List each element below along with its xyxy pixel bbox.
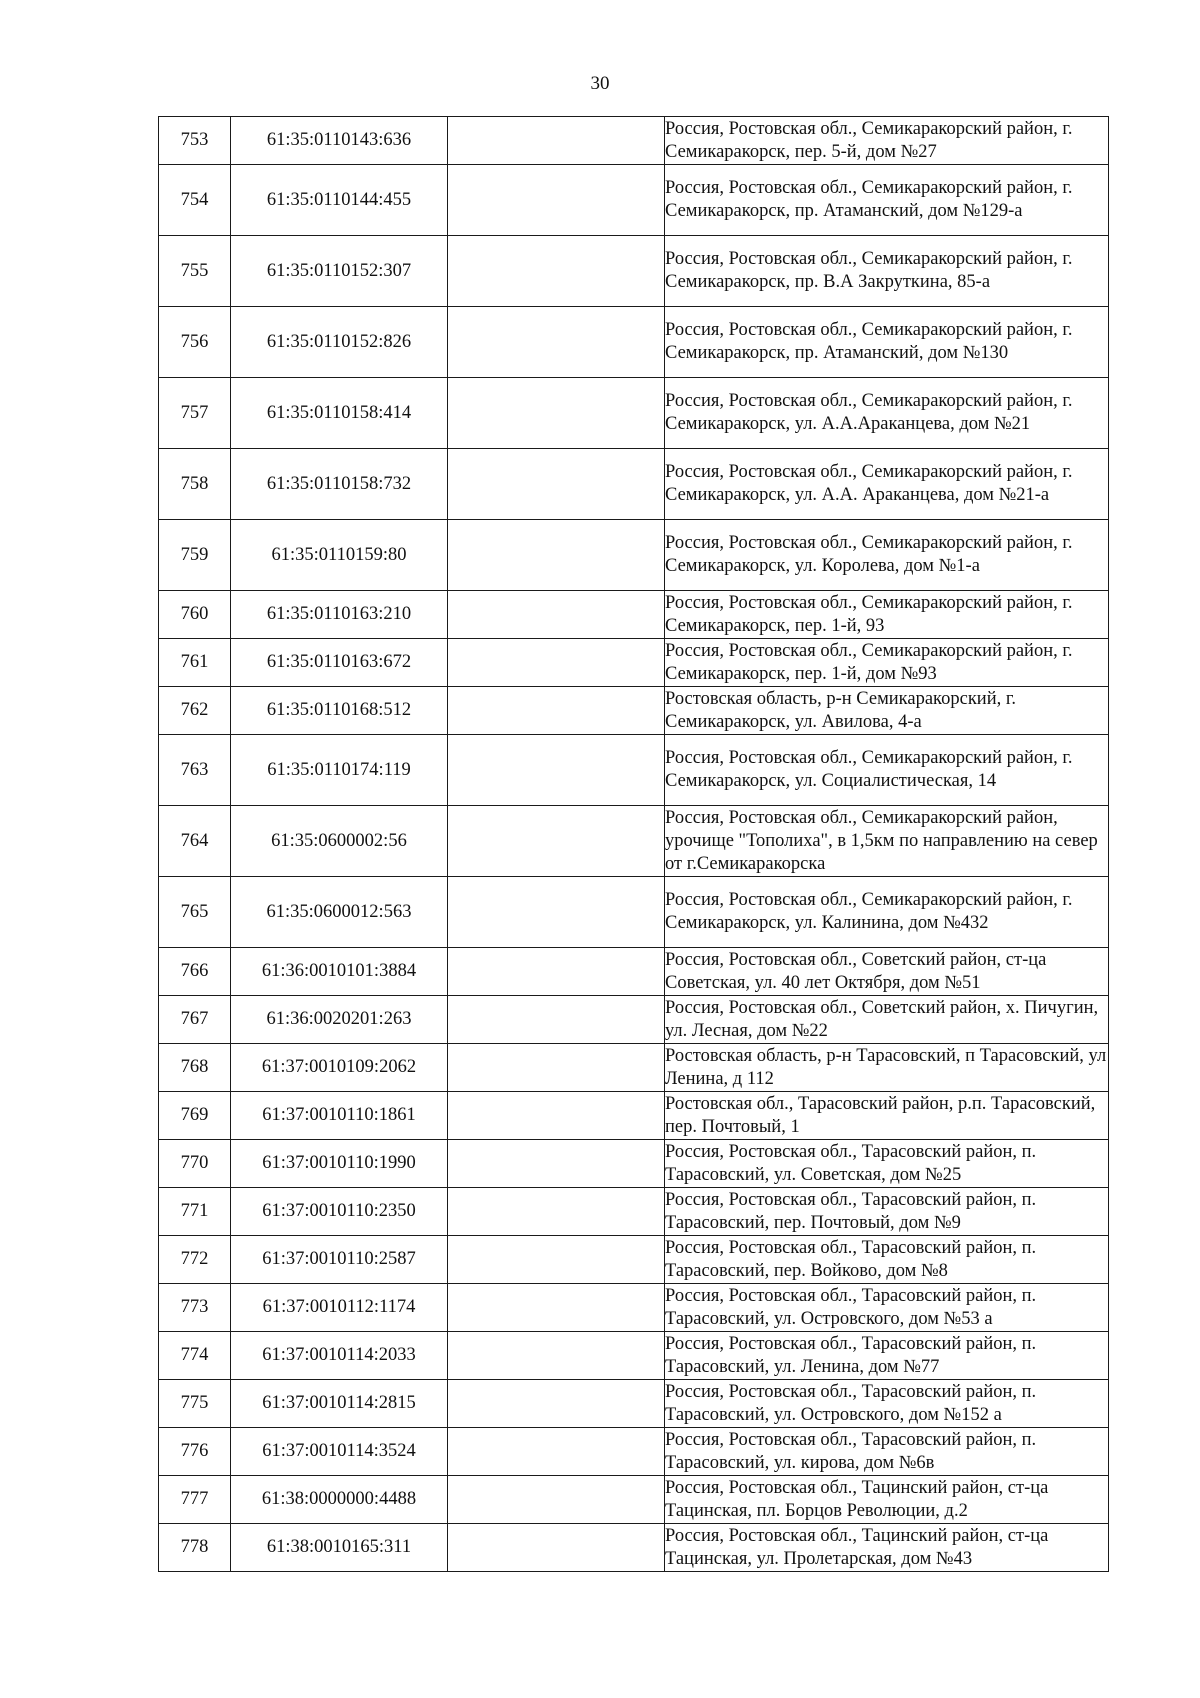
cadastral-number-cell: 61:37:0010110:2350	[231, 1188, 448, 1236]
row-number-cell: 761	[159, 639, 231, 687]
address-cell: Россия, Ростовская обл., Семикаракорский район, г. Семикаракорск, ул. А.А.Араканцева, дом №21	[665, 378, 1109, 449]
table-row	[159, 117, 1109, 165]
table-row	[159, 449, 1109, 520]
address-cell: Россия, Ростовская обл., Семикаракорский район, г. Семикаракорск, ул. Королева, дом №1-а	[665, 520, 1109, 591]
cadastral-number-cell: 61:35:0110152:307	[231, 236, 448, 307]
row-number-cell: 767	[159, 996, 231, 1044]
empty-cell	[448, 520, 665, 591]
cadastral-number-cell: 61:35:0600012:563	[231, 877, 448, 948]
table-row	[159, 687, 1109, 735]
row-number-cell: 755	[159, 236, 231, 307]
row-number-cell: 762	[159, 687, 231, 735]
empty-cell	[448, 1092, 665, 1140]
address-cell: Ростовская обл., Тарасовский район, р.п. Тарасовский, пер. Почтовый, 1	[665, 1092, 1109, 1140]
row-number-cell: 778	[159, 1524, 231, 1572]
cadastral-number-cell: 61:35:0110144:455	[231, 165, 448, 236]
empty-cell	[448, 1236, 665, 1284]
cadastral-number-cell: 61:37:0010110:1990	[231, 1140, 448, 1188]
empty-cell	[448, 996, 665, 1044]
cadastral-number-cell: 61:35:0110152:826	[231, 307, 448, 378]
cadastral-number-cell: 61:35:0600002:56	[231, 806, 448, 877]
table-row	[159, 1236, 1109, 1284]
address-cell: Россия, Ростовская обл., Тарасовский район, п. Тарасовский, ул. кирова, дом №6в	[665, 1428, 1109, 1476]
empty-cell	[448, 639, 665, 687]
table-row	[159, 236, 1109, 307]
address-cell: Россия, Ростовская обл., Тарасовский район, п. Тарасовский, ул. Советская, дом №25	[665, 1140, 1109, 1188]
empty-cell	[448, 236, 665, 307]
empty-cell	[448, 735, 665, 806]
cadastral-number-cell: 61:37:0010112:1174	[231, 1284, 448, 1332]
row-number-cell: 765	[159, 877, 231, 948]
row-number-cell: 770	[159, 1140, 231, 1188]
table-row	[159, 877, 1109, 948]
cadastral-number-cell: 61:35:0110163:210	[231, 591, 448, 639]
cadastral-number-cell: 61:38:0010165:311	[231, 1524, 448, 1572]
address-cell: Россия, Ростовская обл., Семикаракорский район, г. Семикаракорск, пер. 1-й, 93	[665, 591, 1109, 639]
row-number-cell: 768	[159, 1044, 231, 1092]
address-cell: Россия, Ростовская обл., Советский район, ст-ца Советская, ул. 40 лет Октября, дом №51	[665, 948, 1109, 996]
cadastral-number-cell: 61:35:0110143:636	[231, 117, 448, 165]
address-cell: Ростовская область, р-н Тарасовский, п Тарасовский, ул Ленина, д 112	[665, 1044, 1109, 1092]
empty-cell	[448, 948, 665, 996]
empty-cell	[448, 1476, 665, 1524]
row-number-cell: 777	[159, 1476, 231, 1524]
cadastral-number-cell: 61:35:0110159:80	[231, 520, 448, 591]
row-number-cell: 760	[159, 591, 231, 639]
cadastral-number-cell: 61:37:0010114:3524	[231, 1428, 448, 1476]
table-row	[159, 1284, 1109, 1332]
address-cell: Россия, Ростовская обл., Семикаракорский район, г. Семикаракорск, ул. Социалистическая, 14	[665, 735, 1109, 806]
empty-cell	[448, 307, 665, 378]
cadastral-number-cell: 61:37:0010109:2062	[231, 1044, 448, 1092]
cadastral-number-cell: 61:36:0020201:263	[231, 996, 448, 1044]
cadastral-number-cell: 61:35:0110168:512	[231, 687, 448, 735]
empty-cell	[448, 591, 665, 639]
address-cell: Россия, Ростовская обл., Тарасовский район, п. Тарасовский, пер. Почтовый, дом №9	[665, 1188, 1109, 1236]
address-cell: Россия, Ростовская обл., Семикаракорский район, г. Семикаракорск, пер. 5-й, дом №27	[665, 117, 1109, 165]
page-number: 30	[590, 73, 610, 94]
table-row	[159, 520, 1109, 591]
row-number-cell: 758	[159, 449, 231, 520]
address-cell: Россия, Ростовская обл., Тацинский район, ст-ца Тацинская, ул. Пролетарская, дом №43	[665, 1524, 1109, 1572]
row-number-cell: 773	[159, 1284, 231, 1332]
cadastral-number-cell: 61:37:0010110:1861	[231, 1092, 448, 1140]
empty-cell	[448, 1332, 665, 1380]
address-cell: Россия, Ростовская обл., Семикаракорский район, г. Семикаракорск, пер. 1-й, дом №93	[665, 639, 1109, 687]
empty-cell	[448, 449, 665, 520]
row-number-cell: 774	[159, 1332, 231, 1380]
table-row	[159, 1140, 1109, 1188]
cadastral-number-cell: 61:35:0110158:732	[231, 449, 448, 520]
table-row	[159, 1044, 1109, 1092]
empty-cell	[448, 1428, 665, 1476]
address-cell: Ростовская область, р-н Семикаракорский, г. Семикаракорск, ул. Авилова, 4-а	[665, 687, 1109, 735]
table-row	[159, 1524, 1109, 1572]
table-row	[159, 639, 1109, 687]
row-number-cell: 764	[159, 806, 231, 877]
table-row	[159, 378, 1109, 449]
empty-cell	[448, 1380, 665, 1428]
row-number-cell: 776	[159, 1428, 231, 1476]
table-row	[159, 996, 1109, 1044]
empty-cell	[448, 687, 665, 735]
table-row	[159, 1380, 1109, 1428]
empty-cell	[448, 117, 665, 165]
address-cell: Россия, Ростовская обл., Семикаракорский район, г. Семикаракорск, пр. Атаманский, дом №129-а	[665, 165, 1109, 236]
row-number-cell: 756	[159, 307, 231, 378]
empty-cell	[448, 1044, 665, 1092]
row-number-cell: 757	[159, 378, 231, 449]
address-cell: Россия, Ростовская обл., Тарасовский район, п. Тарасовский, ул. Островского, дом №53 а	[665, 1284, 1109, 1332]
cadastral-number-cell: 61:37:0010114:2033	[231, 1332, 448, 1380]
cadastral-number-cell: 61:37:0010110:2587	[231, 1236, 448, 1284]
cadastral-number-cell: 61:36:0010101:3884	[231, 948, 448, 996]
address-cell: Россия, Ростовская обл., Семикаракорский район, г. Семикаракорск, ул. Калинина, дом №432	[665, 877, 1109, 948]
empty-cell	[448, 378, 665, 449]
address-cell: Россия, Ростовская обл., Советский район, х. Пичугин, ул. Лесная, дом №22	[665, 996, 1109, 1044]
address-cell: Россия, Ростовская обл., Семикаракорский район, урочище "Тополиха", в 1,5км по направлению на север от г.Семикаракорска	[665, 806, 1109, 877]
cadastral-number-cell: 61:37:0010114:2815	[231, 1380, 448, 1428]
empty-cell	[448, 1284, 665, 1332]
row-number-cell: 771	[159, 1188, 231, 1236]
address-cell: Россия, Ростовская обл., Семикаракорский район, г. Семикаракорск, пр. Атаманский, дом №130	[665, 307, 1109, 378]
empty-cell	[448, 1140, 665, 1188]
address-cell: Россия, Ростовская обл., Тарасовский район, п. Тарасовский, ул. Островского, дом №152 а	[665, 1380, 1109, 1428]
row-number-cell: 772	[159, 1236, 231, 1284]
address-cell: Россия, Ростовская обл., Тарасовский район, п. Тарасовский, ул. Ленина, дом №77	[665, 1332, 1109, 1380]
empty-cell	[448, 877, 665, 948]
row-number-cell: 769	[159, 1092, 231, 1140]
cadastral-number-cell: 61:35:0110174:119	[231, 735, 448, 806]
row-number-cell: 775	[159, 1380, 231, 1428]
address-cell: Россия, Ростовская обл., Семикаракорский район, г. Семикаракорск, ул. А.А. Араканцева, дом №21-а	[665, 449, 1109, 520]
empty-cell	[448, 165, 665, 236]
row-number-cell: 754	[159, 165, 231, 236]
registry-table-body	[159, 117, 1109, 1572]
table-row	[159, 591, 1109, 639]
empty-cell	[448, 1188, 665, 1236]
address-cell: Россия, Ростовская обл., Семикаракорский район, г. Семикаракорск, пр. В.А Закруткина, 85-а	[665, 236, 1109, 307]
table-row	[159, 735, 1109, 806]
table-row	[159, 307, 1109, 378]
cadastral-number-cell: 61:38:0000000:4488	[231, 1476, 448, 1524]
row-number-cell: 763	[159, 735, 231, 806]
empty-cell	[448, 1524, 665, 1572]
cadastral-number-cell: 61:35:0110158:414	[231, 378, 448, 449]
empty-cell	[448, 806, 665, 877]
row-number-cell: 753	[159, 117, 231, 165]
row-number-cell: 766	[159, 948, 231, 996]
row-number-cell: 759	[159, 520, 231, 591]
address-cell: Россия, Ростовская обл., Тарасовский район, п. Тарасовский, пер. Войково, дом №8	[665, 1236, 1109, 1284]
table-row	[159, 1332, 1109, 1380]
table-row	[159, 1188, 1109, 1236]
registry-table	[158, 116, 1109, 1572]
address-cell: Россия, Ростовская обл., Тацинский район, ст-ца Тацинская, пл. Борцов Революции, д.2	[665, 1476, 1109, 1524]
table-row	[159, 948, 1109, 996]
table-row	[159, 1476, 1109, 1524]
table-row	[159, 165, 1109, 236]
table-row	[159, 806, 1109, 877]
table-row	[159, 1428, 1109, 1476]
cadastral-number-cell: 61:35:0110163:672	[231, 639, 448, 687]
table-row	[159, 1092, 1109, 1140]
